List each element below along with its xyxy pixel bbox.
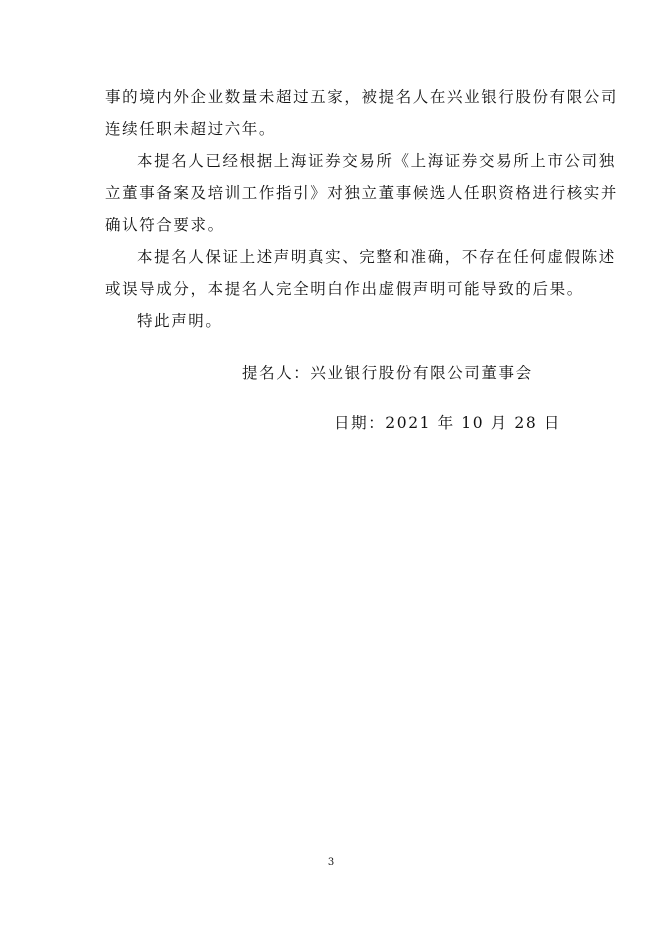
paragraph-line: 本提名人保证上述声明真实、完整和准确，不存在任何虚假陈述 bbox=[137, 248, 616, 266]
signature-date: 日期：2021 年 10 月 28 日 bbox=[334, 414, 561, 432]
paragraph-line: 事的境内外企业数量未超过五家，被提名人在兴业银行股份有限公司 bbox=[105, 88, 619, 106]
paragraph-line: 连续任职未超过六年。 bbox=[105, 120, 277, 138]
page-number: 3 bbox=[327, 857, 335, 868]
paragraph-line: 本提名人已经根据上海证券交易所《上海证券交易所上市公司独 bbox=[137, 152, 616, 170]
closing-statement: 特此声明。 bbox=[137, 312, 223, 330]
nominator-signature: 提名人：兴业银行股份有限公司董事会 bbox=[242, 364, 533, 382]
paragraph-line: 确认符合要求。 bbox=[105, 216, 225, 234]
paragraph-line: 或误导成分，本提名人完全明白作出虚假声明可能导致的后果。 bbox=[105, 280, 584, 298]
paragraph-line: 立董事备案及培训工作指引》对独立董事候选人任职资格进行核实并 bbox=[105, 184, 619, 202]
